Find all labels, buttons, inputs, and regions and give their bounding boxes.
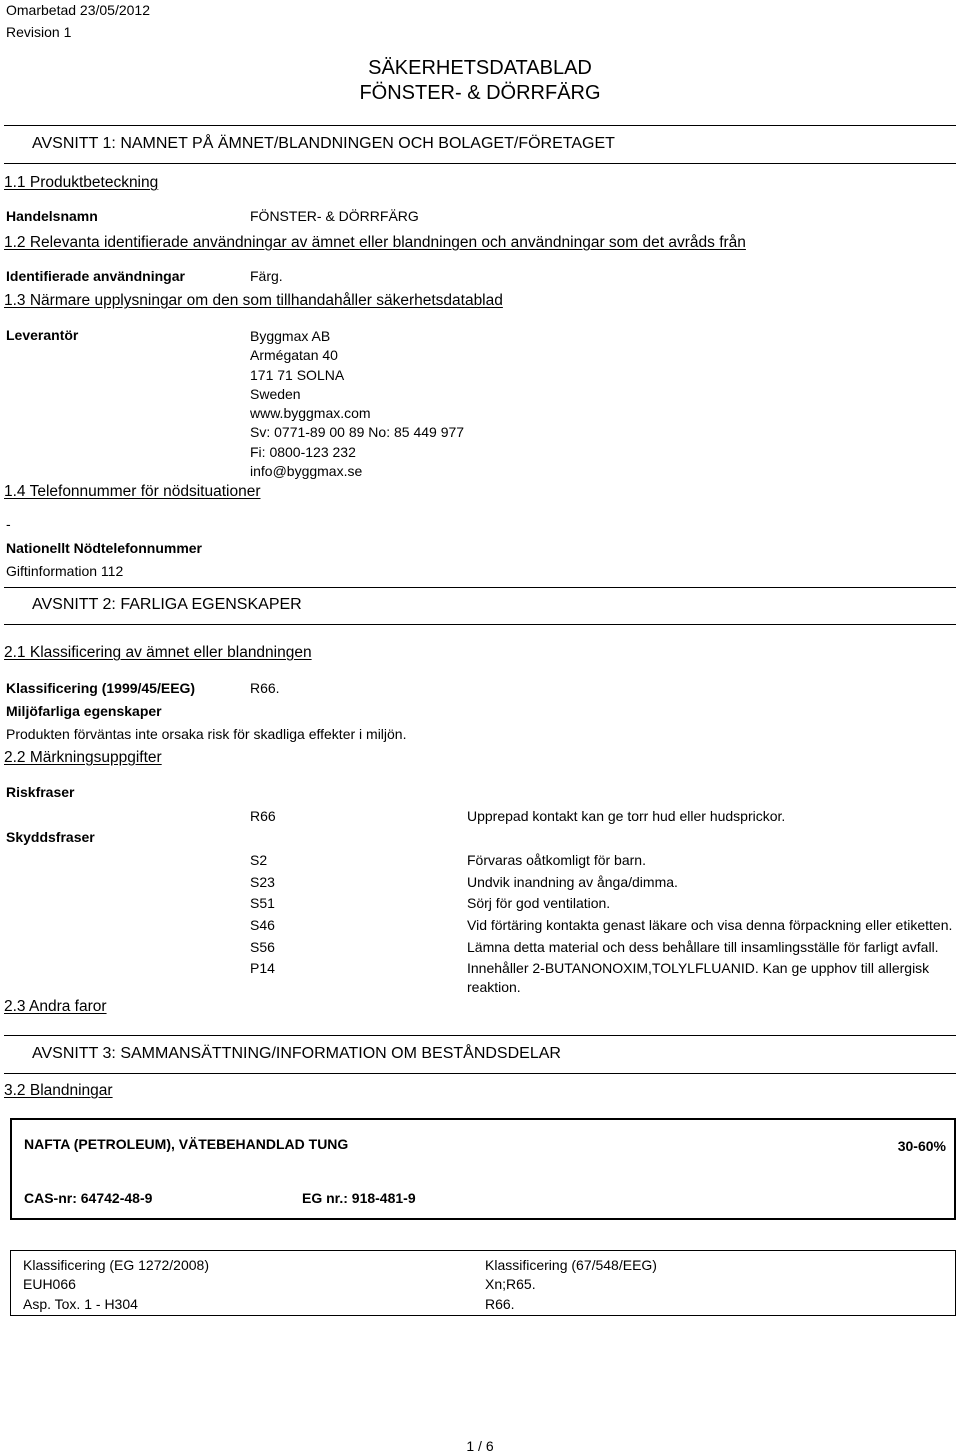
product-title: FÖNSTER- & DÖRRFÄRG <box>359 82 601 104</box>
supplier-website: www.byggmax.com <box>250 405 371 422</box>
section3-title: AVSNITT 3: SAMMANSÄTTNING/INFORMATION OM BESTÅNDSDELAR <box>32 1045 561 1062</box>
dash: - <box>6 516 11 532</box>
environment-label: Miljöfarliga egenskaper <box>6 703 162 719</box>
classification-box <box>10 1250 956 1316</box>
safety-code: S46 <box>250 917 275 933</box>
section2-top-rule <box>4 587 956 588</box>
safety-text: Innehåller 2-BUTANONOXIM,TOLYLFLUANID. Kan ge upphov till allergisk <box>467 960 930 976</box>
risk-phrases-label: Riskfraser <box>6 784 75 800</box>
cas-number: CAS-nr: 64742-48-9 <box>24 1190 153 1206</box>
classification-clp <box>23 1256 209 1314</box>
trade-name-label: Handelsnamn <box>6 208 98 224</box>
heading-3-2: 3.2 Blandningar <box>4 1082 113 1099</box>
safety-text: Lämna detta material och dess behållare till insamlingsställe för farligt avfall. <box>467 939 939 955</box>
heading-1-2: 1.2 Relevanta identifierade användningar av ämnet eller blandningen och användningar som det avråds från <box>4 234 746 251</box>
classification-clp-title: Klassificering (EG 1272/2008) <box>23 1257 209 1273</box>
environment-text: Produkten förväntas inte orsaka risk för skadliga effekter i miljön. <box>6 726 407 742</box>
supplier-line: Fi: 0800-123 232 <box>250 443 356 460</box>
substance-name: NAFTA (PETROLEUM), VÄTEBEHANDLAD TUNG <box>24 1136 349 1152</box>
classification-dsd <box>485 1256 657 1314</box>
section3-bottom-rule <box>4 1073 956 1074</box>
safety-text-continued: reaktion. <box>467 979 521 995</box>
section2-title: AVSNITT 2: FARLIGA EGENSKAPER <box>32 596 302 613</box>
classification-label: Klassificering (1999/45/EEG) <box>6 680 196 696</box>
safety-code: S23 <box>250 874 275 890</box>
safety-phrases-label: Skyddsfraser <box>6 829 95 845</box>
heading-1-3: 1.3 Närmare upplysningar om den som tillhandahåller säkerhetsdatablad <box>4 292 503 309</box>
substance-percent: 30-60% <box>897 1138 946 1154</box>
classification-dsd-item: Xn;R65. <box>485 1276 536 1293</box>
classification-clp-item: EUH066 <box>23 1276 76 1293</box>
section1-bottom-rule <box>4 163 956 164</box>
risk-text: Upprepad kontakt kan ge torr hud eller hudsprickor. <box>467 808 786 824</box>
substance-box <box>10 1118 956 1220</box>
safety-text: Sörj för god ventilation. <box>467 895 611 911</box>
heading-2-3: 2.3 Andra faror <box>4 998 107 1015</box>
supplier-line: Byggmax AB <box>250 328 331 344</box>
safety-code: S56 <box>250 939 275 955</box>
classification-value: R66. <box>250 680 280 696</box>
heading-2-2: 2.2 Märkningsuppgifter <box>4 749 162 766</box>
section1-top-rule <box>4 125 956 126</box>
heading-2-1: 2.1 Klassificering av ämnet eller blandningen <box>4 644 312 661</box>
page-number: 1 / 6 <box>466 1438 494 1454</box>
supplier-line: Sweden <box>250 385 301 402</box>
supplier-line: 171 71 SOLNA <box>250 366 345 383</box>
eg-number: EG nr.: 918-481-9 <box>302 1190 416 1206</box>
section1-title: AVSNITT 1: NAMNET PÅ ÄMNET/BLANDNINGEN OCH BOLAGET/FÖRETAGET <box>32 135 615 152</box>
classification-dsd-item: R66. <box>485 1295 515 1312</box>
classification-clp-item: Asp. Tox. 1 - H304 <box>23 1295 138 1312</box>
poison-info: Giftinformation 112 <box>6 563 124 579</box>
trade-name-value: FÖNSTER- & DÖRRFÄRG <box>250 208 419 224</box>
supplier-line: Armégatan 40 <box>250 347 338 364</box>
supplier-line: Sv: 0771-89 00 89 No: 85 449 977 <box>250 424 465 441</box>
uses-label: Identifierade användningar <box>6 268 185 284</box>
classification-dsd-title: Klassificering (67/548/EEG) <box>485 1257 657 1273</box>
edited-date: Omarbetad 23/05/2012 <box>6 2 150 18</box>
safety-code: S51 <box>250 895 275 911</box>
revision: Revision 1 <box>6 24 72 40</box>
heading-1-4: 1.4 Telefonnummer för nödsituationer <box>4 483 261 500</box>
supplier-address <box>250 327 464 481</box>
supplier-label: Leverantör <box>6 327 79 343</box>
doc-title: SÄKERHETSDATABLAD <box>368 57 592 79</box>
safety-code: S2 <box>250 852 268 868</box>
section2-bottom-rule <box>4 624 956 625</box>
safety-text: Vid förtäring kontakta genast läkare och visa denna förpackning eller etiketten. <box>467 917 953 933</box>
national-emergency-label: Nationellt Nödtelefonnummer <box>6 540 203 556</box>
section3-top-rule <box>4 1035 956 1036</box>
supplier-email: info@byggmax.se <box>250 463 363 480</box>
safety-text: Undvik inandning av ånga/dimma. <box>467 874 678 890</box>
safety-code: P14 <box>250 960 275 976</box>
heading-1-1: 1.1 Produktbeteckning <box>4 174 159 191</box>
risk-code: R66 <box>250 808 276 824</box>
safety-text: Förvaras oåtkomligt för barn. <box>467 852 646 868</box>
uses-value: Färg. <box>250 268 283 284</box>
